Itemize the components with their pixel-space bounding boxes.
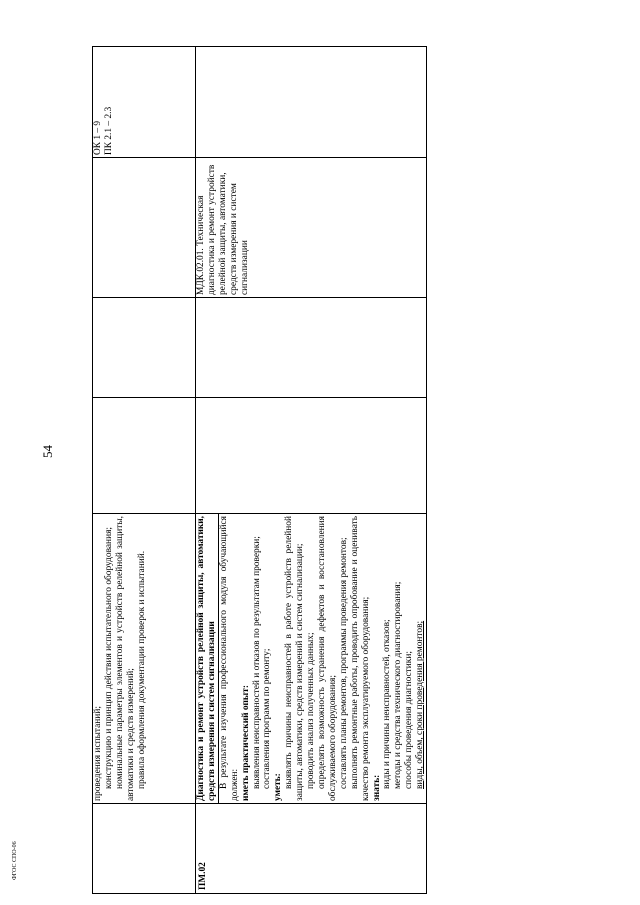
skills-heading: уметь: bbox=[273, 773, 284, 801]
module-title: Диагностика и ремонт устройств релейной защиты, автоматики, средств измерения и систем сигнализации bbox=[196, 516, 217, 801]
practice-item: выявления неисправностей и отказов по результатам проверки; bbox=[251, 536, 262, 789]
skill-item: выявлять причины неисправностей в работе устройств релейной защиты, автоматики, средств измерений и систем сигнализации; bbox=[284, 516, 306, 801]
competence-ok: ОК 1 – 9 bbox=[93, 120, 103, 155]
curriculum-table bbox=[92, 46, 427, 894]
empty-cell bbox=[196, 398, 427, 514]
knowledge-item: способы проведения диагностики; bbox=[404, 651, 415, 789]
intro-text: В результате изучения профессионального модуля обучающийся должен: bbox=[218, 516, 240, 801]
table-container bbox=[92, 47, 426, 894]
skill-item: выполнять ремонтные работы, проводить опробование и оценивать качество ремонта эксплуатируемого оборудования; bbox=[349, 516, 371, 801]
knowledge-heading: знать: bbox=[371, 774, 382, 801]
skill-item: определять возможность устранения дефектов и восстановления обслуживаемого оборудования; bbox=[316, 516, 338, 801]
practice-item: составления программ по ремонту; bbox=[262, 648, 273, 789]
empty-cell bbox=[196, 298, 427, 398]
knowledge-item: виды и причины неисправностей, отказов; bbox=[382, 619, 393, 789]
mdk-cell: МДК.02.01. Техническая диагностика и ремонт устройств релейной защиты, автоматики, средств измерения и систем сигнализации bbox=[196, 158, 427, 298]
empty-cell bbox=[93, 398, 196, 514]
content-line: правила оформления документации проверок и испытаний. bbox=[136, 550, 147, 789]
empty-cell bbox=[93, 298, 196, 398]
skill-item: составлять планы ремонтов, программы проведения ремонтов; bbox=[338, 537, 349, 789]
module-code-cell bbox=[93, 804, 196, 894]
competence-cell bbox=[93, 47, 196, 158]
page-number: 54 bbox=[40, 445, 55, 458]
competence-pk: ПК 2.1 – 2.3 bbox=[103, 106, 114, 155]
footer-doc-code: ФГОС СПО-06 bbox=[12, 841, 18, 880]
knowledge-item: виды, объем, сроки проведения ремонтов; bbox=[415, 620, 426, 789]
competence-cell bbox=[196, 47, 427, 158]
module-code-cell: ПМ.02 bbox=[196, 804, 427, 894]
table-row bbox=[196, 47, 427, 894]
skill-item: проводить анализ полученных данных; bbox=[306, 632, 317, 789]
content-cell bbox=[93, 514, 196, 804]
content-line: конструкцию и принцип действия испытательного оборудования; bbox=[103, 526, 114, 789]
content-line: номинальные параметры элементов и устройств релейной защиты, автоматики и средств измерений; bbox=[114, 516, 136, 801]
table-row bbox=[93, 47, 196, 894]
content-line: проведения испытаний; bbox=[93, 706, 103, 801]
knowledge-item: методы и средства технического диагностирования; bbox=[393, 581, 404, 789]
practice-heading: иметь практический опыт: bbox=[240, 685, 251, 801]
content-cell bbox=[196, 514, 427, 804]
mdk-cell bbox=[93, 158, 196, 298]
